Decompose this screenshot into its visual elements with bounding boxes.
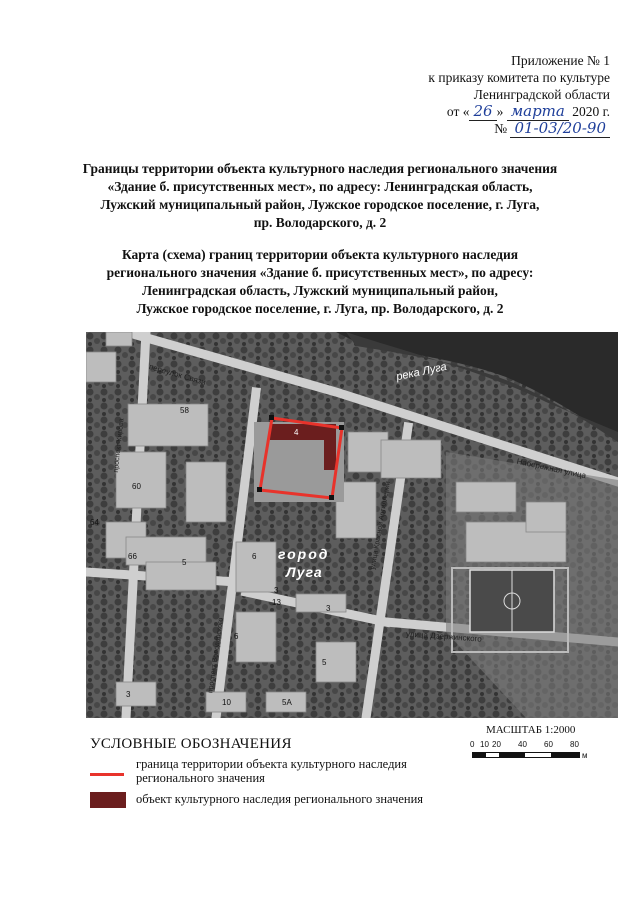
building-number: 6 <box>252 552 257 561</box>
label-svyazi: переулок Связи <box>147 362 207 387</box>
legend-title: УСЛОВНЫЕ ОБОЗНАЧЕНИЯ <box>90 736 292 752</box>
boundary-line-symbol <box>90 773 124 776</box>
scale-caption: МАСШТАБ 1:2000 <box>486 724 576 736</box>
document-title: Границы территории объекта культурного наследия регионального значения «Здание б. присутственных мест», по адресу: Ленинградская область, Лужский муниципальный район, Лужское городское поселение, г. Луга, пр. Володарского, д. 2 <box>82 161 558 230</box>
building-number: 3 <box>326 604 331 613</box>
label-city-1: город <box>278 546 330 562</box>
label-river: река Луга <box>395 360 448 384</box>
building-number: 10 <box>222 698 231 707</box>
map-title: Карта (схема) границ территории объекта культурного наследия регионального значения «Здание б. присутственных мест», по адресу: Ленинградская область, Лужский муниципальный район, Лужское городское поселение, г. Луга, пр. Володарского, д. 2 <box>106 247 534 316</box>
map-labels <box>86 332 618 718</box>
appendix-header <box>350 52 610 137</box>
building-number: 64 <box>90 518 99 527</box>
building-number: 3 <box>274 586 279 595</box>
satellite-map <box>86 332 618 718</box>
label-krasnykh: улица Красной Артиллерии <box>369 480 392 571</box>
handwritten-number: 01-03/20-90 <box>510 119 610 138</box>
building-number: 60 <box>132 482 141 491</box>
building-number: 5 <box>322 658 327 667</box>
building-number: 3 <box>126 690 131 699</box>
label-city-2: Луга <box>286 564 323 580</box>
label-naberezhnaya: Набережная улица <box>515 456 587 481</box>
handwritten-day: 26 <box>469 102 496 121</box>
appendix-number: № 01-03/20-90 <box>350 120 610 137</box>
appendix-region: Ленинградской области <box>473 87 610 102</box>
building-number: 5 <box>182 558 187 567</box>
building-number: 13 <box>272 598 281 607</box>
building-number: 6 <box>234 632 239 641</box>
label-dzerzhinskogo: улица Дзержинского <box>405 629 483 644</box>
object-fill-symbol <box>90 792 126 808</box>
appendix-title: Приложение № 1 <box>511 53 610 68</box>
building-number: 58 <box>180 406 189 415</box>
scale-ticks: 0 10 20 40 60 80 <box>470 740 579 749</box>
appendix-order: к приказу комитета по культуре <box>428 70 610 85</box>
label-kirova: проспект Кирова <box>112 418 126 473</box>
scale-unit: м <box>582 751 588 760</box>
building-number: 4 <box>294 428 299 437</box>
handwritten-month: марта <box>507 102 569 121</box>
building-number: 66 <box>128 552 137 561</box>
label-volodarskogo: проспект Володарского <box>207 617 225 694</box>
appendix-date: от « 26 » марта 2020 г. <box>446 102 610 120</box>
building-number: 5A <box>282 698 292 707</box>
